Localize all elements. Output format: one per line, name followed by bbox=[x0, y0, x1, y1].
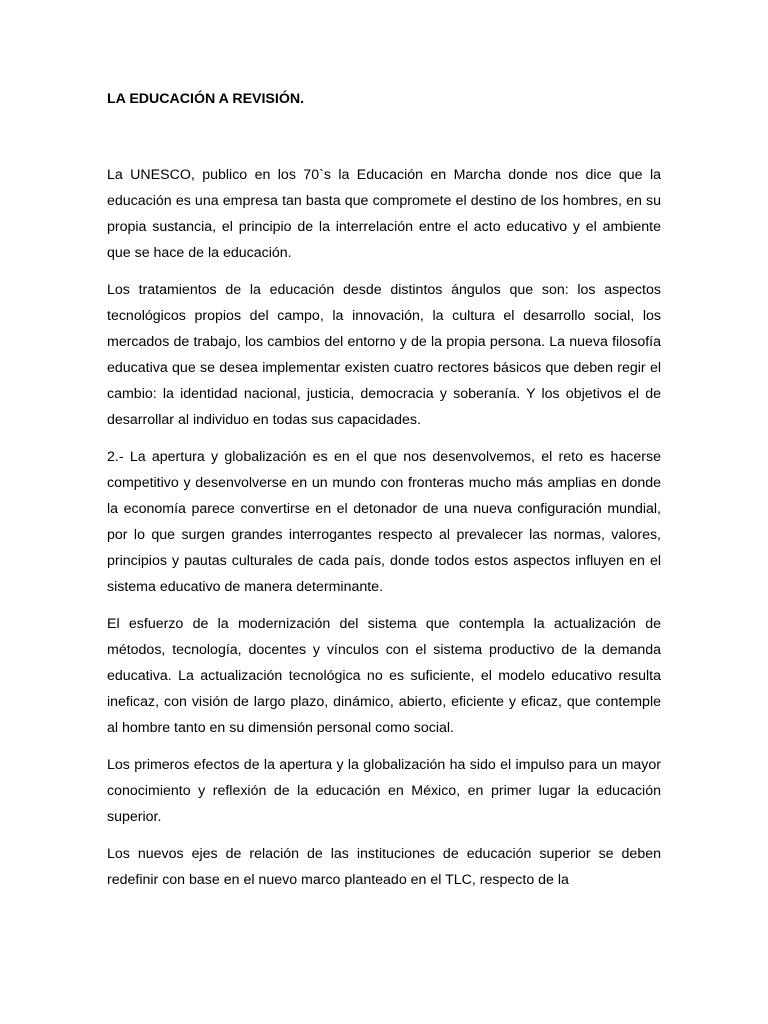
paragraph-1: La UNESCO, publico en los 70`s la Educación en Marcha donde nos dice que la educación es una empresa tan basta que compromete el destino de los hombres, en su propia sustancia, el principio de la interrelación entre el acto educativo y el ambiente que se hace de la educación. bbox=[107, 167, 661, 261]
document-body bbox=[107, 86, 661, 904]
paragraph-4: El esfuerzo de la modernización del sistema que contempla la actualización de métodos, tecnología, docentes y vínculos con el sistema productivo de la demanda educativa. La actualización tecnológica no es suficiente, el modelo educativo resulta ineficaz, con visión de largo plazo, dinámico, abierto, eficiente y eficaz, que contemple al hombre tanto en su dimensión personal como social. bbox=[107, 616, 661, 736]
paragraph-5: Los primeros efectos de la apertura y la globalización ha sido el impulso para un mayor conocimiento y reflexión de la educación en México, en primer lugar la educación superior. bbox=[107, 757, 661, 825]
paragraph-6: Los nuevos ejes de relación de las instituciones de educación superior se deben redefinir con base en el nuevo marco planteado en el TLC, respecto de la bbox=[107, 846, 661, 888]
paragraph-2: Los tratamientos de la educación desde distintos ángulos que son: los aspectos tecnológicos propios del campo, la innovación, la cultura el desarrollo social, los mercados de trabajo, los cambios del entorno y de la propia persona. La nueva filosofía educativa que se desea implementar existen cuatro rectores básicos que deben regir el cambio: la identidad nacional, justicia, democracia y soberanía. Y los objetivos el de desarrollar al individuo en todas sus capacidades. bbox=[107, 282, 661, 428]
paragraph-3: 2.- La apertura y globalización es en el que nos desenvolvemos, el reto es hacerse competitivo y desenvolverse en un mundo con fronteras mucho más amplias en donde la economía parece convertirse en el detonador de una nueva configuración mundial, por lo que surgen grandes interrogantes respecto al prevalecer las normas, valores, principios y pautas culturales de cada país, donde todos estos aspectos influyen en el sistema educativo de manera determinante. bbox=[107, 449, 661, 595]
document-title: LA EDUCACIÓN A REVISIÓN. bbox=[107, 91, 305, 107]
